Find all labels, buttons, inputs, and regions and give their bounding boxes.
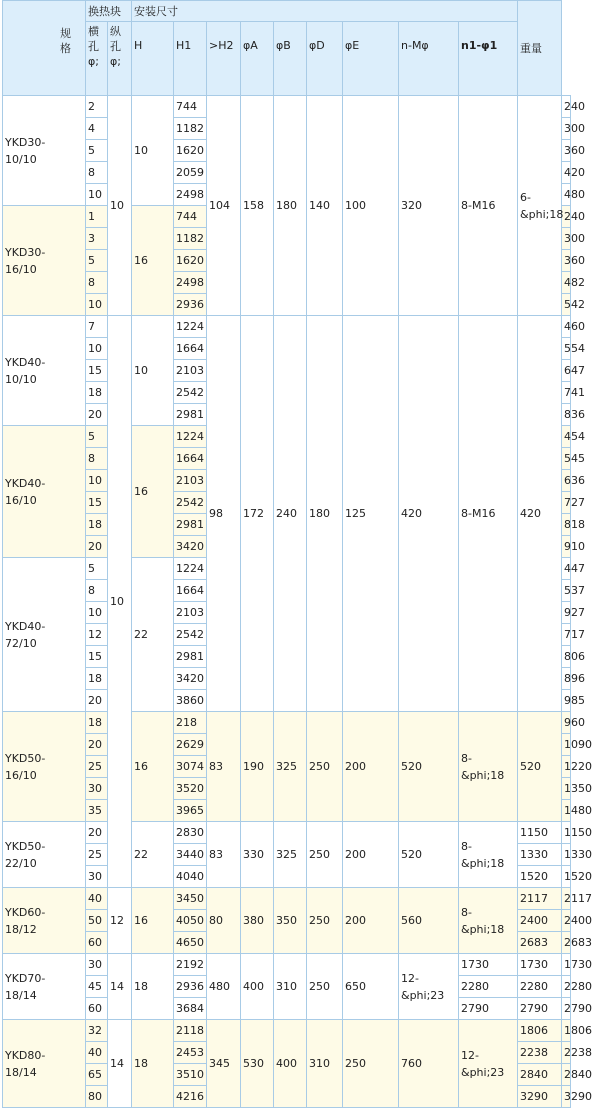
model-cell: YKD40- 16/10 bbox=[3, 426, 86, 558]
model-cell: YKD30- 10/10 bbox=[3, 96, 86, 206]
dim-n1-cell: 420 bbox=[518, 316, 562, 712]
dim-B-cell: 250 bbox=[307, 954, 343, 1020]
spec-cell: 8 bbox=[86, 272, 108, 294]
spec-cell: 20 bbox=[86, 734, 108, 756]
spec-cell: 10 bbox=[86, 184, 108, 206]
dim-n1-cell: 2280 bbox=[518, 976, 562, 998]
vertical-hole-cell: 22 bbox=[132, 822, 174, 888]
horizontal-hole-cell: 10 bbox=[108, 316, 132, 888]
dim-H1-cell: 83 bbox=[207, 822, 241, 888]
H-cell: 2192 bbox=[174, 954, 207, 976]
header-phiD: φD bbox=[307, 22, 343, 96]
spec-cell: 35 bbox=[86, 800, 108, 822]
dim-D-cell: 250 bbox=[343, 1020, 399, 1108]
weight-cell: 1350 bbox=[562, 778, 571, 800]
weight-cell: 836 bbox=[562, 404, 571, 426]
dim-nM-cell: 1730 bbox=[459, 954, 518, 976]
H-cell: 3440 bbox=[174, 844, 207, 866]
spec-cell: 32 bbox=[86, 1020, 108, 1042]
spec-cell: 80 bbox=[86, 1086, 108, 1108]
horizontal-hole-cell: 14 bbox=[108, 954, 132, 1020]
model-cell: YKD50- 22/10 bbox=[3, 822, 86, 888]
weight-cell: 240 bbox=[562, 206, 571, 228]
header-H1: H1 bbox=[174, 22, 207, 96]
H-cell: 3520 bbox=[174, 778, 207, 800]
dim-n1-cell: 1150 bbox=[518, 822, 562, 844]
dim-A-cell: 240 bbox=[274, 316, 307, 712]
weight-cell: 1806 bbox=[562, 1020, 571, 1042]
spec-cell: 18 bbox=[86, 382, 108, 404]
spec-cell: 20 bbox=[86, 690, 108, 712]
spec-cell: 15 bbox=[86, 646, 108, 668]
dim-H2-cell: 158 bbox=[241, 96, 274, 316]
dim-H1-cell: 98 bbox=[207, 316, 241, 712]
spec-cell: 5 bbox=[86, 140, 108, 162]
vertical-hole-cell: 16 bbox=[132, 888, 174, 954]
weight-cell: 2790 bbox=[562, 998, 571, 1020]
H-cell: 4216 bbox=[174, 1086, 207, 1108]
dim-nM-cell: 8-M16 bbox=[459, 96, 518, 316]
weight-cell: 1150 bbox=[562, 822, 571, 844]
dim-H1-cell: 345 bbox=[207, 1020, 241, 1108]
dim-H2-cell: 330 bbox=[241, 822, 274, 888]
weight-cell: 420 bbox=[562, 162, 571, 184]
spec-cell: 5 bbox=[86, 558, 108, 580]
H-cell: 2981 bbox=[174, 404, 207, 426]
spec-cell: 5 bbox=[86, 250, 108, 272]
dim-E-cell: 520 bbox=[399, 822, 459, 888]
vertical-hole-cell: 16 bbox=[132, 426, 174, 558]
spec-cell: 1 bbox=[86, 206, 108, 228]
weight-cell: 3290 bbox=[562, 1086, 571, 1108]
dim-n1-cell: 6- &phi;18 bbox=[518, 96, 562, 316]
weight-cell: 454 bbox=[562, 426, 571, 448]
dim-n1-cell: 1330 bbox=[518, 844, 562, 866]
vertical-hole-cell: 10 bbox=[132, 96, 174, 206]
dim-A-cell: 400 bbox=[274, 1020, 307, 1108]
weight-cell: 1730 bbox=[562, 954, 571, 976]
H-cell: 1620 bbox=[174, 250, 207, 272]
H-cell: 3684 bbox=[174, 998, 207, 1020]
weight-cell: 727 bbox=[562, 492, 571, 514]
table-row bbox=[3, 888, 571, 910]
dim-H1-cell: 80 bbox=[207, 888, 241, 954]
H-cell: 2498 bbox=[174, 272, 207, 294]
H-cell: 2453 bbox=[174, 1042, 207, 1064]
H-cell: 2981 bbox=[174, 514, 207, 536]
dim-H2-cell: 530 bbox=[241, 1020, 274, 1108]
dim-D-cell: 200 bbox=[343, 888, 399, 954]
spec-cell: 10 bbox=[86, 338, 108, 360]
H-cell: 4050 bbox=[174, 910, 207, 932]
weight-cell: 818 bbox=[562, 514, 571, 536]
model-cell: YKD40- 72/10 bbox=[3, 558, 86, 712]
H-cell: 1664 bbox=[174, 580, 207, 602]
horizontal-hole-cell: 10 bbox=[108, 96, 132, 316]
weight-cell: 300 bbox=[562, 228, 571, 250]
spec-cell: 20 bbox=[86, 536, 108, 558]
H-cell: 1182 bbox=[174, 228, 207, 250]
header-nM: n-Mφ bbox=[399, 22, 459, 96]
weight-cell: 537 bbox=[562, 580, 571, 602]
dim-n1-cell: 1806 bbox=[518, 1020, 562, 1042]
H-cell: 1664 bbox=[174, 338, 207, 360]
dim-E-cell: 320 bbox=[399, 96, 459, 316]
model-cell: YKD80- 18/14 bbox=[3, 1020, 86, 1108]
dim-D-cell: 125 bbox=[343, 316, 399, 712]
weight-cell: 1520 bbox=[562, 866, 571, 888]
dim-A-cell: 310 bbox=[274, 954, 307, 1020]
header-weight: 重量 bbox=[518, 1, 562, 96]
header-install-dims: 安装尺寸 bbox=[132, 1, 518, 22]
spec-cell: 12 bbox=[86, 624, 108, 646]
dim-E-cell: 760 bbox=[399, 1020, 459, 1108]
H-cell: 3420 bbox=[174, 668, 207, 690]
H-cell: 218 bbox=[174, 712, 207, 734]
model-cell: YKD40- 10/10 bbox=[3, 316, 86, 426]
weight-cell: 1090 bbox=[562, 734, 571, 756]
H-cell: 2936 bbox=[174, 976, 207, 998]
H-cell: 2498 bbox=[174, 184, 207, 206]
dim-D-cell: 100 bbox=[343, 96, 399, 316]
dim-A-cell: 350 bbox=[274, 888, 307, 954]
spec-cell: 30 bbox=[86, 866, 108, 888]
dim-nM-cell: 8- &phi;18 bbox=[459, 822, 518, 888]
weight-cell: 360 bbox=[562, 140, 571, 162]
vertical-hole-cell: 16 bbox=[132, 712, 174, 822]
H-cell: 3510 bbox=[174, 1064, 207, 1086]
H-cell: 2542 bbox=[174, 624, 207, 646]
spec-cell: 8 bbox=[86, 580, 108, 602]
dim-D-cell: 650 bbox=[343, 954, 399, 1020]
vertical-hole-cell: 10 bbox=[132, 316, 174, 426]
spec-cell: 60 bbox=[86, 932, 108, 954]
dim-H1-cell: 83 bbox=[207, 712, 241, 822]
H-cell: 2059 bbox=[174, 162, 207, 184]
model-cell: YKD60- 18/12 bbox=[3, 888, 86, 954]
weight-cell: 240 bbox=[562, 96, 571, 118]
H-cell: 744 bbox=[174, 96, 207, 118]
dim-B-cell: 180 bbox=[307, 316, 343, 712]
table-row bbox=[3, 712, 571, 734]
H-cell: 744 bbox=[174, 206, 207, 228]
model-cell: YKD30- 16/10 bbox=[3, 206, 86, 316]
dim-n1-cell: 1730 bbox=[518, 954, 562, 976]
weight-cell: 1220 bbox=[562, 756, 571, 778]
vertical-hole-cell: 22 bbox=[132, 558, 174, 712]
weight-cell: 545 bbox=[562, 448, 571, 470]
H-cell: 3965 bbox=[174, 800, 207, 822]
spec-cell: 4 bbox=[86, 118, 108, 140]
H-cell: 2542 bbox=[174, 382, 207, 404]
dim-E-cell: 560 bbox=[399, 888, 459, 954]
table-row bbox=[3, 1020, 571, 1042]
weight-cell: 717 bbox=[562, 624, 571, 646]
spec-cell: 30 bbox=[86, 778, 108, 800]
header-phiA: φA bbox=[241, 22, 274, 96]
spec-cell: 15 bbox=[86, 360, 108, 382]
dim-E-cell: 520 bbox=[399, 712, 459, 822]
header-heat-block: 换热块 bbox=[86, 1, 132, 22]
spec-cell: 10 bbox=[86, 470, 108, 492]
vertical-hole-cell: 16 bbox=[132, 206, 174, 316]
header-phiB: φB bbox=[274, 22, 307, 96]
H-cell: 2103 bbox=[174, 470, 207, 492]
spec-cell: 45 bbox=[86, 976, 108, 998]
weight-cell: 985 bbox=[562, 690, 571, 712]
weight-cell: 647 bbox=[562, 360, 571, 382]
dim-B-cell: 250 bbox=[307, 712, 343, 822]
vertical-hole-cell: 18 bbox=[132, 1020, 174, 1108]
H-cell: 1664 bbox=[174, 448, 207, 470]
H-cell: 3450 bbox=[174, 888, 207, 910]
dim-n1-cell: 2117 bbox=[518, 888, 562, 910]
dim-D-cell: 200 bbox=[343, 712, 399, 822]
dim-nM-cell: 12- &phi;23 bbox=[459, 1020, 518, 1108]
weight-cell: 741 bbox=[562, 382, 571, 404]
spec-cell: 25 bbox=[86, 756, 108, 778]
dim-E-cell: 420 bbox=[399, 316, 459, 712]
dim-nM-cell: 8- &phi;18 bbox=[459, 712, 518, 822]
weight-cell: 542 bbox=[562, 294, 571, 316]
dim-n1-cell: 2790 bbox=[518, 998, 562, 1020]
vertical-hole-cell: 18 bbox=[132, 954, 174, 1020]
header-n1: n1-φ1 bbox=[459, 22, 518, 96]
H-cell: 2103 bbox=[174, 602, 207, 624]
weight-cell: 960 bbox=[562, 712, 571, 734]
spec-cell: 65 bbox=[86, 1064, 108, 1086]
spec-cell: 18 bbox=[86, 514, 108, 536]
table-row bbox=[3, 822, 571, 844]
weight-cell: 460 bbox=[562, 316, 571, 338]
spec-cell: 3 bbox=[86, 228, 108, 250]
dim-H1-cell: 104 bbox=[207, 96, 241, 316]
model-cell: YKD50- 16/10 bbox=[3, 712, 86, 822]
weight-cell: 554 bbox=[562, 338, 571, 360]
weight-cell: 2238 bbox=[562, 1042, 571, 1064]
weight-cell: 1480 bbox=[562, 800, 571, 822]
weight-cell: 910 bbox=[562, 536, 571, 558]
weight-cell: 2840 bbox=[562, 1064, 571, 1086]
dim-nM-cell: 8-M16 bbox=[459, 316, 518, 712]
weight-cell: 482 bbox=[562, 272, 571, 294]
spec-cell: 20 bbox=[86, 404, 108, 426]
dim-H2-cell: 172 bbox=[241, 316, 274, 712]
dim-nM-cell: 2280 bbox=[459, 976, 518, 998]
weight-cell: 2117 bbox=[562, 888, 571, 910]
spec-cell: 50 bbox=[86, 910, 108, 932]
spec-cell: 25 bbox=[86, 844, 108, 866]
dim-n1-cell: 2400 bbox=[518, 910, 562, 932]
dim-B-cell: 250 bbox=[307, 888, 343, 954]
dim-nM-cell: 2790 bbox=[459, 998, 518, 1020]
spec-cell: 60 bbox=[86, 998, 108, 1020]
H-cell: 2118 bbox=[174, 1020, 207, 1042]
dim-A-cell: 325 bbox=[274, 822, 307, 888]
H-cell: 1224 bbox=[174, 316, 207, 338]
spec-cell: 15 bbox=[86, 492, 108, 514]
spec-cell: 18 bbox=[86, 712, 108, 734]
dim-n1-cell: 1520 bbox=[518, 866, 562, 888]
dim-B-cell: 140 bbox=[307, 96, 343, 316]
spec-cell: 7 bbox=[86, 316, 108, 338]
header-vertical-hole: 纵 孔 φ; bbox=[108, 22, 132, 96]
dim-n1-cell: 2840 bbox=[518, 1064, 562, 1086]
dim-n1-cell: 2683 bbox=[518, 932, 562, 954]
weight-cell: 300 bbox=[562, 118, 571, 140]
header-horizontal-hole: 横 孔 φ; bbox=[86, 22, 108, 96]
dim-n1-cell: 2238 bbox=[518, 1042, 562, 1064]
spec-cell: 30 bbox=[86, 954, 108, 976]
weight-cell: 447 bbox=[562, 558, 571, 580]
dim-H2-cell: 190 bbox=[241, 712, 274, 822]
H-cell: 1224 bbox=[174, 558, 207, 580]
H-cell: 2629 bbox=[174, 734, 207, 756]
dim-D-cell: 200 bbox=[343, 822, 399, 888]
header-phiE: φE bbox=[343, 22, 399, 96]
weight-cell: 2400 bbox=[562, 910, 571, 932]
H-cell: 2542 bbox=[174, 492, 207, 514]
spec-cell: 10 bbox=[86, 602, 108, 624]
dim-H1-cell: 480 bbox=[207, 954, 241, 1020]
spec-table bbox=[2, 0, 592, 1108]
horizontal-hole-cell: 12 bbox=[108, 888, 132, 954]
H-cell: 4650 bbox=[174, 932, 207, 954]
H-cell: 3420 bbox=[174, 536, 207, 558]
spec-cell: 18 bbox=[86, 668, 108, 690]
model-cell: YKD70- 18/14 bbox=[3, 954, 86, 1020]
table-row bbox=[3, 96, 571, 118]
weight-cell: 2683 bbox=[562, 932, 571, 954]
dim-B-cell: 250 bbox=[307, 822, 343, 888]
dim-n1-cell: 520 bbox=[518, 712, 562, 822]
H-cell: 2936 bbox=[174, 294, 207, 316]
H-cell: 4040 bbox=[174, 866, 207, 888]
spec-cell: 10 bbox=[86, 294, 108, 316]
H-cell: 2830 bbox=[174, 822, 207, 844]
table-row bbox=[3, 954, 571, 976]
dim-H2-cell: 380 bbox=[241, 888, 274, 954]
dim-B-cell: 310 bbox=[307, 1020, 343, 1108]
H-cell: 1224 bbox=[174, 426, 207, 448]
H-cell: 3860 bbox=[174, 690, 207, 712]
H-cell: 2981 bbox=[174, 646, 207, 668]
header-H2: >H2 bbox=[207, 22, 241, 96]
weight-cell: 896 bbox=[562, 668, 571, 690]
weight-cell: 806 bbox=[562, 646, 571, 668]
dim-nM-cell: 8- &phi;18 bbox=[459, 888, 518, 954]
spec-cell: 8 bbox=[86, 448, 108, 470]
weight-cell: 636 bbox=[562, 470, 571, 492]
dim-A-cell: 325 bbox=[274, 712, 307, 822]
header-H: H bbox=[132, 22, 174, 96]
header-model: 规 格 bbox=[3, 1, 86, 96]
weight-cell: 480 bbox=[562, 184, 571, 206]
H-cell: 3074 bbox=[174, 756, 207, 778]
weight-cell: 360 bbox=[562, 250, 571, 272]
spec-cell: 20 bbox=[86, 822, 108, 844]
spec-cell: 40 bbox=[86, 1042, 108, 1064]
dim-n1-cell: 3290 bbox=[518, 1086, 562, 1108]
spec-cell: 2 bbox=[86, 96, 108, 118]
dim-A-cell: 180 bbox=[274, 96, 307, 316]
weight-cell: 927 bbox=[562, 602, 571, 624]
spec-cell: 40 bbox=[86, 888, 108, 910]
table-row bbox=[3, 316, 571, 338]
spec-cell: 8 bbox=[86, 162, 108, 184]
dim-H2-cell: 400 bbox=[241, 954, 274, 1020]
spec-cell: 5 bbox=[86, 426, 108, 448]
H-cell: 1182 bbox=[174, 118, 207, 140]
weight-cell: 1330 bbox=[562, 844, 571, 866]
dim-E-cell: 12- &phi;23 bbox=[399, 954, 459, 1020]
H-cell: 2103 bbox=[174, 360, 207, 382]
weight-cell: 2280 bbox=[562, 976, 571, 998]
horizontal-hole-cell: 14 bbox=[108, 1020, 132, 1108]
H-cell: 1620 bbox=[174, 140, 207, 162]
